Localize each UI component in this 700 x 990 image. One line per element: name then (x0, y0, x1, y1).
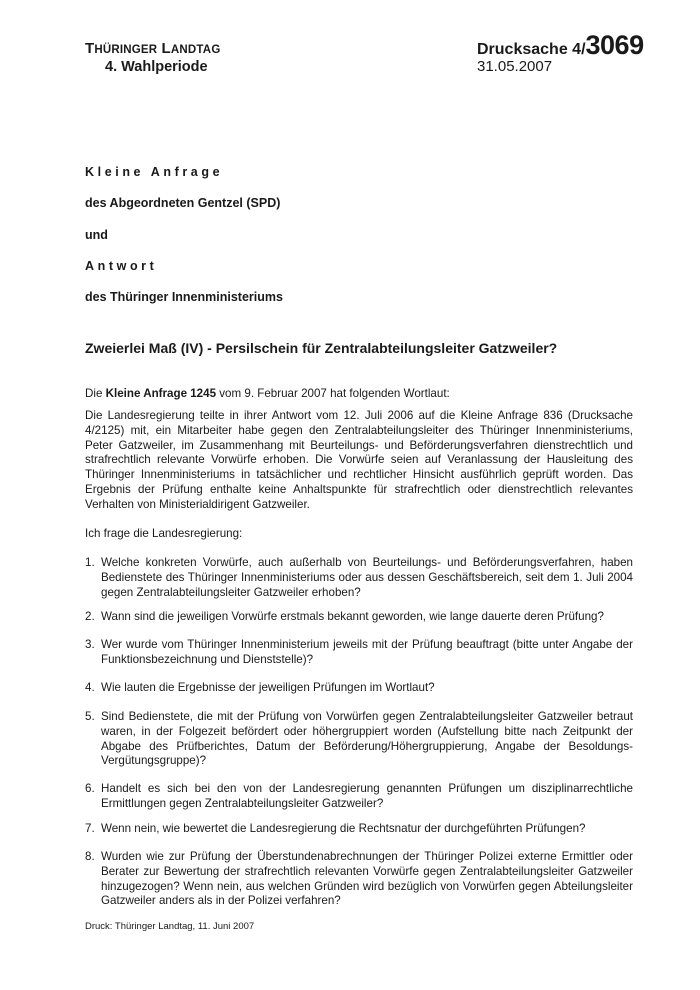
document-date: 31.05.2007 (477, 58, 553, 75)
question-2 (85, 610, 633, 625)
landtag-smallcaps-2: ANDTAG (170, 44, 221, 56)
question-text: Sind Bedienstete, die mit der Prüfung von Vorwürfen gegen Zentralabteilungsleiter Gatzweiler betraut waren, in der Folgezeit befördert oder höhergruppiert worden (Aufstellung bitte nach Zeitpunkt der Abgabe des Prüfberichtes, Datum der Beförderung/Höhergruppierung, Angabe der Besoldungs-Vergütungsgruppe)? (101, 710, 633, 768)
document-title: Zweierlei Maß (IV) - Persilschein für Zentralabteilungsleiter Gatzweiler? (85, 340, 558, 356)
ministerium-line: des Thüringer Innenministeriums (85, 290, 283, 304)
question-1 (85, 556, 633, 600)
question-number: 5. (85, 710, 95, 723)
question-number: 2. (85, 610, 95, 623)
question-text: Wurden wie zur Prüfung der Überstundenabrechnungen der Thüringer Polizei externe Ermittler oder Berater zur Bewertung der strafrechtlich relevanten Vorwürfe gegen Zentralabteilungsleiter Gatzweiler hinzugezogen? Wenn nein, aus welchen Gründen wird bezüglich von Vorwürfen gegen Abteilungsleiter Gatzweiler anders als in der Polizei verfahren? (101, 850, 633, 908)
question-text: Wie lauten die Ergebnisse der jeweiligen Prüfungen im Wortlaut? (101, 681, 435, 694)
question-number: 8. (85, 850, 95, 863)
abgeordneter-line: des Abgeordneten Gentzel (SPD) (85, 196, 281, 210)
drucksache-number: 3069 (585, 30, 644, 60)
landtag-smallcaps-1: HÜRINGER (94, 44, 158, 56)
question-text: Wenn nein, wie bewertet die Landesregierung die Rechtsnatur der durchgeführten Prüfungen? (101, 822, 586, 835)
question-number: 3. (85, 638, 95, 651)
antwort-heading: Antwort (85, 259, 158, 273)
question-number: 6. (85, 782, 95, 795)
ich-frage-line: Ich frage die Landesregierung: (85, 527, 243, 540)
lead-bold: Kleine Anfrage 1245 (105, 387, 217, 400)
header-right (477, 30, 644, 75)
question-6 (85, 782, 633, 812)
und-line: und (85, 228, 108, 242)
landtag-initial-t: T (85, 40, 95, 57)
question-3 (85, 638, 633, 668)
question-8 (85, 850, 633, 909)
question-5 (85, 710, 633, 769)
question-7 (85, 822, 633, 837)
lead-post: vom 9. Februar 2007 hat folgenden Wortlaut: (216, 387, 450, 400)
print-footer: Druck: Thüringer Landtag, 11. Juni 2007 (85, 921, 255, 932)
question-number: 4. (85, 681, 95, 694)
header-left (85, 40, 220, 75)
wahlperiode: 4. Wahlperiode (105, 59, 208, 75)
lead-pre: Die (85, 387, 106, 400)
body-paragraph: Die Landesregierung teilte in ihrer Antwort vom 12. Juli 2006 auf die Kleine Anfrage 836 (Drucksache 4/2125) mit, ein Mitarbeiter habe gegen den Zentralabteilungsleiter des Thüringer Innenministeriums, Peter Gatzweiler, im Zusammenhang mit Beurteilungs- und Beförderungsverfahren dienstrechtlich und strafrechtlich relevante Vorwürfe erhoben. Die Vorwürfe seien auf Veranlassung der Hausleitung des Thüringer Innenministeriums in tatsächlicher und rechtlicher Hinsicht ausführlich geprüft worden. Das Ergebnis der Prüfung enthalte keine Anhaltspunkte für strafrechtlich oder dienstrechtlich relevantes Verhalten von Ministerialdirigent Gatzweiler. (85, 409, 633, 511)
question-text: Wann sind die jeweiligen Vorwürfe erstmals bekannt geworden, wie lange dauerte deren Prüfung? (101, 610, 604, 623)
landtag-initial-l: L (161, 40, 171, 57)
question-4 (85, 681, 633, 696)
kleine-anfrage-heading: Kleine Anfrage (85, 165, 224, 179)
question-text: Welche konkreten Vorwürfe, auch außerhalb von Beurteilungs- und Beförderungsverfahren, haben Bedienstete des Thüringer Innenministeriums oder aus dessen Geschäftsbereich, seit dem 1. Juli 2004 gegen Zentralabteilungsleiter Gatzweiler erhoben? (101, 556, 633, 599)
drucksache-prefix: Drucksache 4/ (477, 41, 586, 58)
question-text: Wer wurde vom Thüringer Innenministerium jeweils mit der Prüfung beauftragt (bitte unter Angabe der Funktionsbezeichnung und Dienststelle)? (101, 638, 633, 666)
drucksache-label (477, 30, 644, 61)
lead-sentence (85, 387, 633, 402)
question-number: 1. (85, 556, 95, 569)
landtag-name (85, 40, 220, 57)
question-number: 7. (85, 822, 95, 835)
question-text: Handelt es sich bei den von der Landesregierung genannten Prüfungen um disziplinarrechtliche Ermittlungen gegen Zentralabteilungsleiter Gatzweiler? (101, 782, 633, 810)
